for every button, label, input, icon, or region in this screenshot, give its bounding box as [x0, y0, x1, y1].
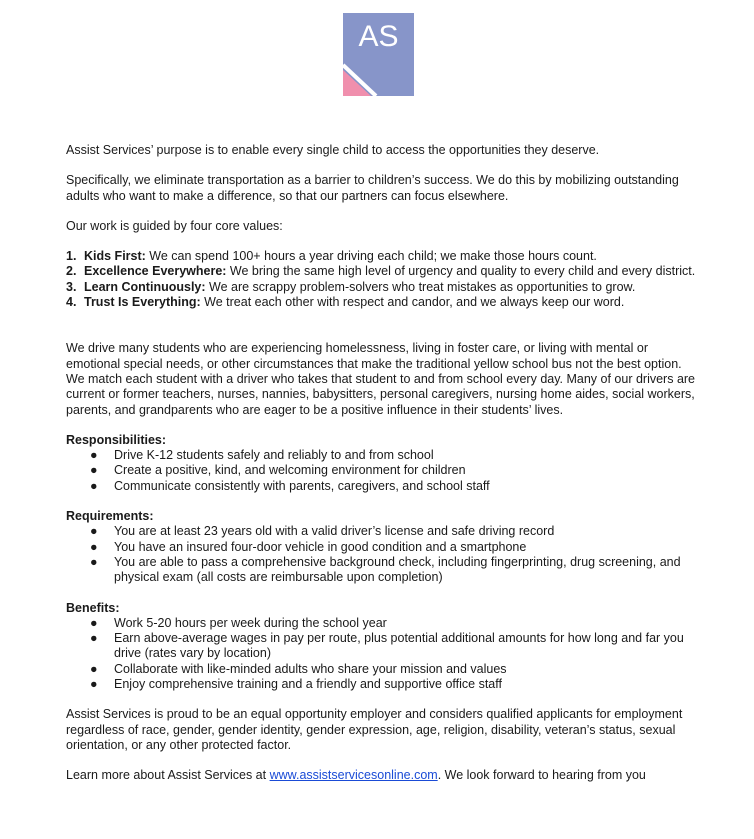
list-item [66, 555, 696, 586]
requirements-heading: Requirements: [66, 509, 154, 524]
list-item-text: Communicate consistently with parents, caregivers, and school staff [114, 478, 490, 493]
bullet-icon: ● [90, 524, 98, 539]
list-item [66, 463, 696, 478]
core-value-title: Trust Is Everything: [84, 295, 201, 310]
list-item-text: Collaborate with like-minded adults who share your mission and values [114, 661, 507, 676]
bullet-icon: ● [90, 661, 98, 676]
core-value-title: Learn Continuously: [84, 279, 206, 294]
list-item-text: Drive K-12 students safely and reliably to and from school [114, 448, 434, 463]
core-value-text: We bring the same high level of urgency and quality to every child and every district. [226, 264, 696, 279]
core-value-number: 3. [66, 279, 77, 294]
core-values-list [66, 249, 696, 310]
bullet-icon: ● [90, 539, 98, 554]
values-lead: Our work is guided by four core values: [66, 218, 283, 233]
list-item [66, 631, 696, 662]
list-item-text: Enjoy comprehensive training and a friendly and supportive office staff [114, 677, 502, 692]
core-value-number: 2. [66, 264, 77, 279]
list-item [66, 524, 696, 539]
core-value-text: We can spend 100+ hours a year driving each child; we make those hours count. [145, 249, 597, 264]
benefits-list [66, 616, 696, 692]
bullet-icon: ● [90, 478, 98, 493]
list-item-text: Earn above-average wages in pay per route, plus potential additional amounts for how long and far you drive (rates vary by location) [114, 631, 684, 661]
requirements-list [66, 524, 696, 585]
logo-text: AS [358, 20, 399, 53]
list-item [66, 677, 696, 692]
website-link[interactable]: www.assistservicesonline.com [269, 768, 438, 783]
learn-more-line [66, 768, 696, 783]
logo-graphic [343, 13, 414, 96]
list-item [66, 448, 696, 463]
eeo-statement: Assist Services is proud to be an equal opportunity employer and considers qualified applicants for employment regardless of race, gender, gender identity, gender expression, age, religion, disability, veteran’s status, sexual orientation, or any other protected factor. [66, 707, 683, 752]
list-item-text: Work 5-20 hours per week during the school year [114, 615, 387, 630]
core-value-number: 4. [66, 295, 77, 310]
purpose-paragraph: Assist Services’ purpose is to enable every single child to access the opportunities they deserve. [66, 143, 600, 157]
document-body [66, 143, 696, 784]
list-item-text: You are able to pass a comprehensive background check, including fingerprinting, drug screening, and physical exam (all costs are reimbursable upon completion) [114, 554, 681, 585]
bullet-icon: ● [90, 463, 98, 478]
list-item [66, 616, 696, 631]
list-item-text: You have an insured four-door vehicle in good condition and a smartphone [114, 539, 527, 554]
list-item-text: You are at least 23 years old with a valid driver’s license and safe driving record [114, 524, 555, 539]
list-item [66, 479, 696, 494]
core-value-item [66, 295, 696, 310]
core-value-item [66, 264, 696, 279]
core-value-number: 1. [66, 249, 77, 264]
list-item-text: Create a positive, kind, and welcoming environment for children [114, 463, 466, 478]
responsibilities-list [66, 448, 696, 494]
company-logo [343, 13, 414, 96]
core-value-item [66, 249, 696, 264]
bullet-icon: ● [90, 631, 98, 646]
specifically-paragraph: Specifically, we eliminate transportation as a barrier to children’s success. We do this by mobilizing outstanding adults who want to make a difference, so that our partners can focus elsewhere. [66, 173, 679, 203]
bullet-icon: ● [90, 677, 98, 692]
list-item [66, 662, 696, 677]
core-value-text: We are scrappy problem-solvers who treat mistakes as opportunities to grow. [205, 279, 636, 294]
bullet-icon: ● [90, 448, 98, 463]
bullet-icon: ● [90, 554, 98, 569]
description-paragraph: We drive many students who are experiencing homelessness, living in foster care, or living with mental or emotional special needs, or other circumstances that make the traditional yellow school bus not the best option. We match each student with a driver who takes that student to and from school every day. Many of our drivers are current or former teachers, nurses, nannies, babysitters, personal caregivers, nursing home aides, social workers, parents, and grandparents who are eager to be a positive influence in their students’ lives. [66, 341, 696, 417]
core-value-title: Excellence Everywhere: [84, 264, 227, 279]
benefits-heading: Benefits: [66, 600, 120, 615]
learn-more-suffix: . We look forward to hearing from you [437, 768, 646, 783]
core-value-title: Kids First: [84, 249, 146, 264]
responsibilities-heading: Responsibilities: [66, 432, 167, 447]
learn-more-prefix: Learn more about Assist Services at [66, 768, 270, 783]
list-item [66, 540, 696, 555]
core-value-text: We treat each other with respect and candor, and we always keep our word. [200, 295, 625, 310]
bullet-icon: ● [90, 615, 98, 630]
core-value-item [66, 280, 696, 295]
